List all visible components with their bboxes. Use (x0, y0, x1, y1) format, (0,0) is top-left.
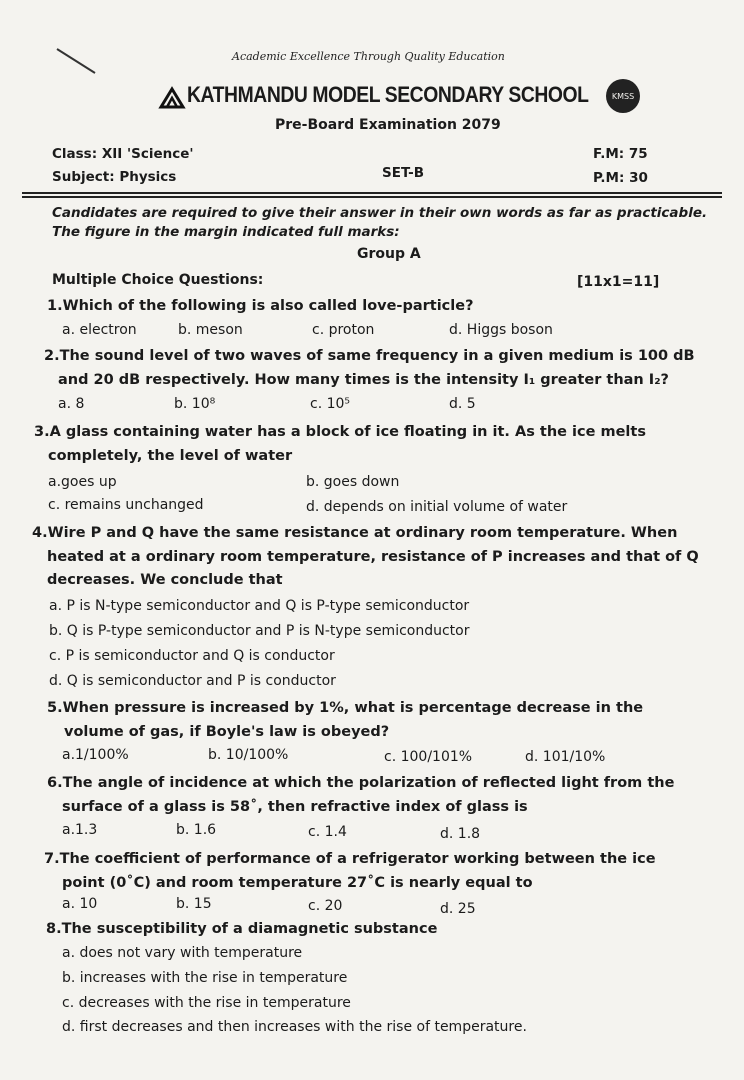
q7-option-d: d. 25 (440, 901, 476, 917)
q2-option-b: b. 10⁸ (174, 396, 216, 412)
question-7-line-1: 7.The coefficient of performance of a refrigerator working between the ice (44, 851, 656, 867)
q6-option-b: b. 1.6 (176, 822, 217, 838)
question-2-line-1: 2.The sound level of two waves of same frequency in a given medium is 100 dB (44, 348, 695, 364)
question-6-line-1: 6.The angle of incidence at which the polarization of reflected light from the (47, 775, 675, 791)
q5-option-b: b. 10/100% (208, 747, 289, 763)
q5-option-d: d. 101/10% (525, 749, 606, 765)
school-motto: Academic Excellence Through Quality Education (232, 50, 505, 63)
full-marks: F.M: 75 (593, 146, 648, 162)
header-divider-secondary (22, 196, 722, 198)
section-heading: Multiple Choice Questions: (52, 272, 264, 288)
school-logo-icon (158, 86, 186, 110)
question-3-line-1: 3.A glass containing water has a block of ice floating in it. As the ice melts (34, 424, 646, 440)
instruction-line-2: The figure in the margin indicated full marks: (52, 224, 400, 240)
q7-option-a: a. 10 (62, 896, 98, 912)
q1-option-d: d. Higgs boson (449, 322, 553, 338)
question-6-line-2: surface of a glass is 58˚, then refractive index of glass is (62, 799, 528, 815)
question-8-line-1: 8.The susceptibility of a diamagnetic substance (46, 921, 438, 937)
question-5-line-2: volume of gas, if Boyle's law is obeyed? (64, 724, 390, 740)
q5-option-c: c. 100/101% (384, 749, 473, 765)
q3-option-a: a.goes up (48, 474, 117, 490)
section-marks: [11x1=11] (577, 274, 660, 290)
q4-option-b: b. Q is P-type semiconductor and P is N-type semiconductor (49, 623, 470, 639)
q1-option-a: a. electron (62, 322, 137, 338)
question-4-line-3: decreases. We conclude that (47, 572, 283, 588)
school-name: KATHMANDU MODEL SECONDARY SCHOOL (187, 82, 589, 107)
q2-option-c: c. 10⁵ (310, 396, 351, 412)
question-4-line-1: 4.Wire P and Q have the same resistance at ordinary room temperature. When (32, 525, 678, 541)
question-2-line-2: and 20 dB respectively. How many times is the intensity I₁ greater than I₂? (58, 372, 669, 388)
instruction-line-1: Candidates are required to give their answer in their own words as far as practicable. (52, 205, 708, 221)
question-1-line-1: 1.Which of the following is also called love-particle? (47, 298, 474, 314)
q1-option-b: b. meson (178, 322, 243, 338)
set-label: SET-B (382, 165, 425, 181)
subject-label: Subject: Physics (52, 169, 177, 185)
q3-option-d: d. depends on initial volume of water (306, 499, 568, 515)
q7-option-b: b. 15 (176, 896, 212, 912)
q2-option-d: d. 5 (449, 396, 476, 412)
header-divider (22, 192, 722, 194)
q6-option-a: a.1.3 (62, 822, 98, 838)
q6-option-c: c. 1.4 (308, 824, 347, 840)
class-label: Class: XII 'Science' (52, 146, 194, 162)
question-3-line-2: completely, the level of water (48, 448, 293, 464)
q8-option-d: d. first decreases and then increases with the rise of temperature. (62, 1019, 527, 1035)
school-seal-icon: KMSS (606, 79, 640, 113)
q3-option-b: b. goes down (306, 474, 400, 490)
q4-option-a: a. P is N-type semiconductor and Q is P-type semiconductor (49, 598, 470, 614)
q5-option-a: a.1/100% (62, 747, 129, 763)
q8-option-c: c. decreases with the rise in temperature (62, 995, 351, 1011)
group-title: Group A (357, 246, 421, 262)
q8-option-a: a. does not vary with temperature (62, 945, 303, 961)
pen-stroke-mark (55, 45, 97, 75)
pass-marks: P.M: 30 (593, 170, 648, 186)
q2-option-a: a. 8 (58, 396, 85, 412)
q3-option-c: c. remains unchanged (48, 497, 204, 513)
question-7-line-2: point (0˚C) and room temperature 27˚C is nearly equal to (62, 875, 533, 891)
q7-option-c: c. 20 (308, 898, 343, 914)
q4-option-d: d. Q is semiconductor and P is conductor (49, 673, 336, 689)
q1-option-c: c. proton (312, 322, 375, 338)
question-5-line-1: 5.When pressure is increased by 1%, what is percentage decrease in the (47, 700, 644, 716)
q6-option-d: d. 1.8 (440, 826, 481, 842)
q4-option-c: c. P is semiconductor and Q is conductor (49, 648, 335, 664)
question-4-line-2: heated at a ordinary room temperature, resistance of P increases and that of Q (47, 549, 699, 565)
exam-title: Pre-Board Examination 2079 (275, 117, 501, 133)
q8-option-b: b. increases with the rise in temperature (62, 970, 348, 986)
